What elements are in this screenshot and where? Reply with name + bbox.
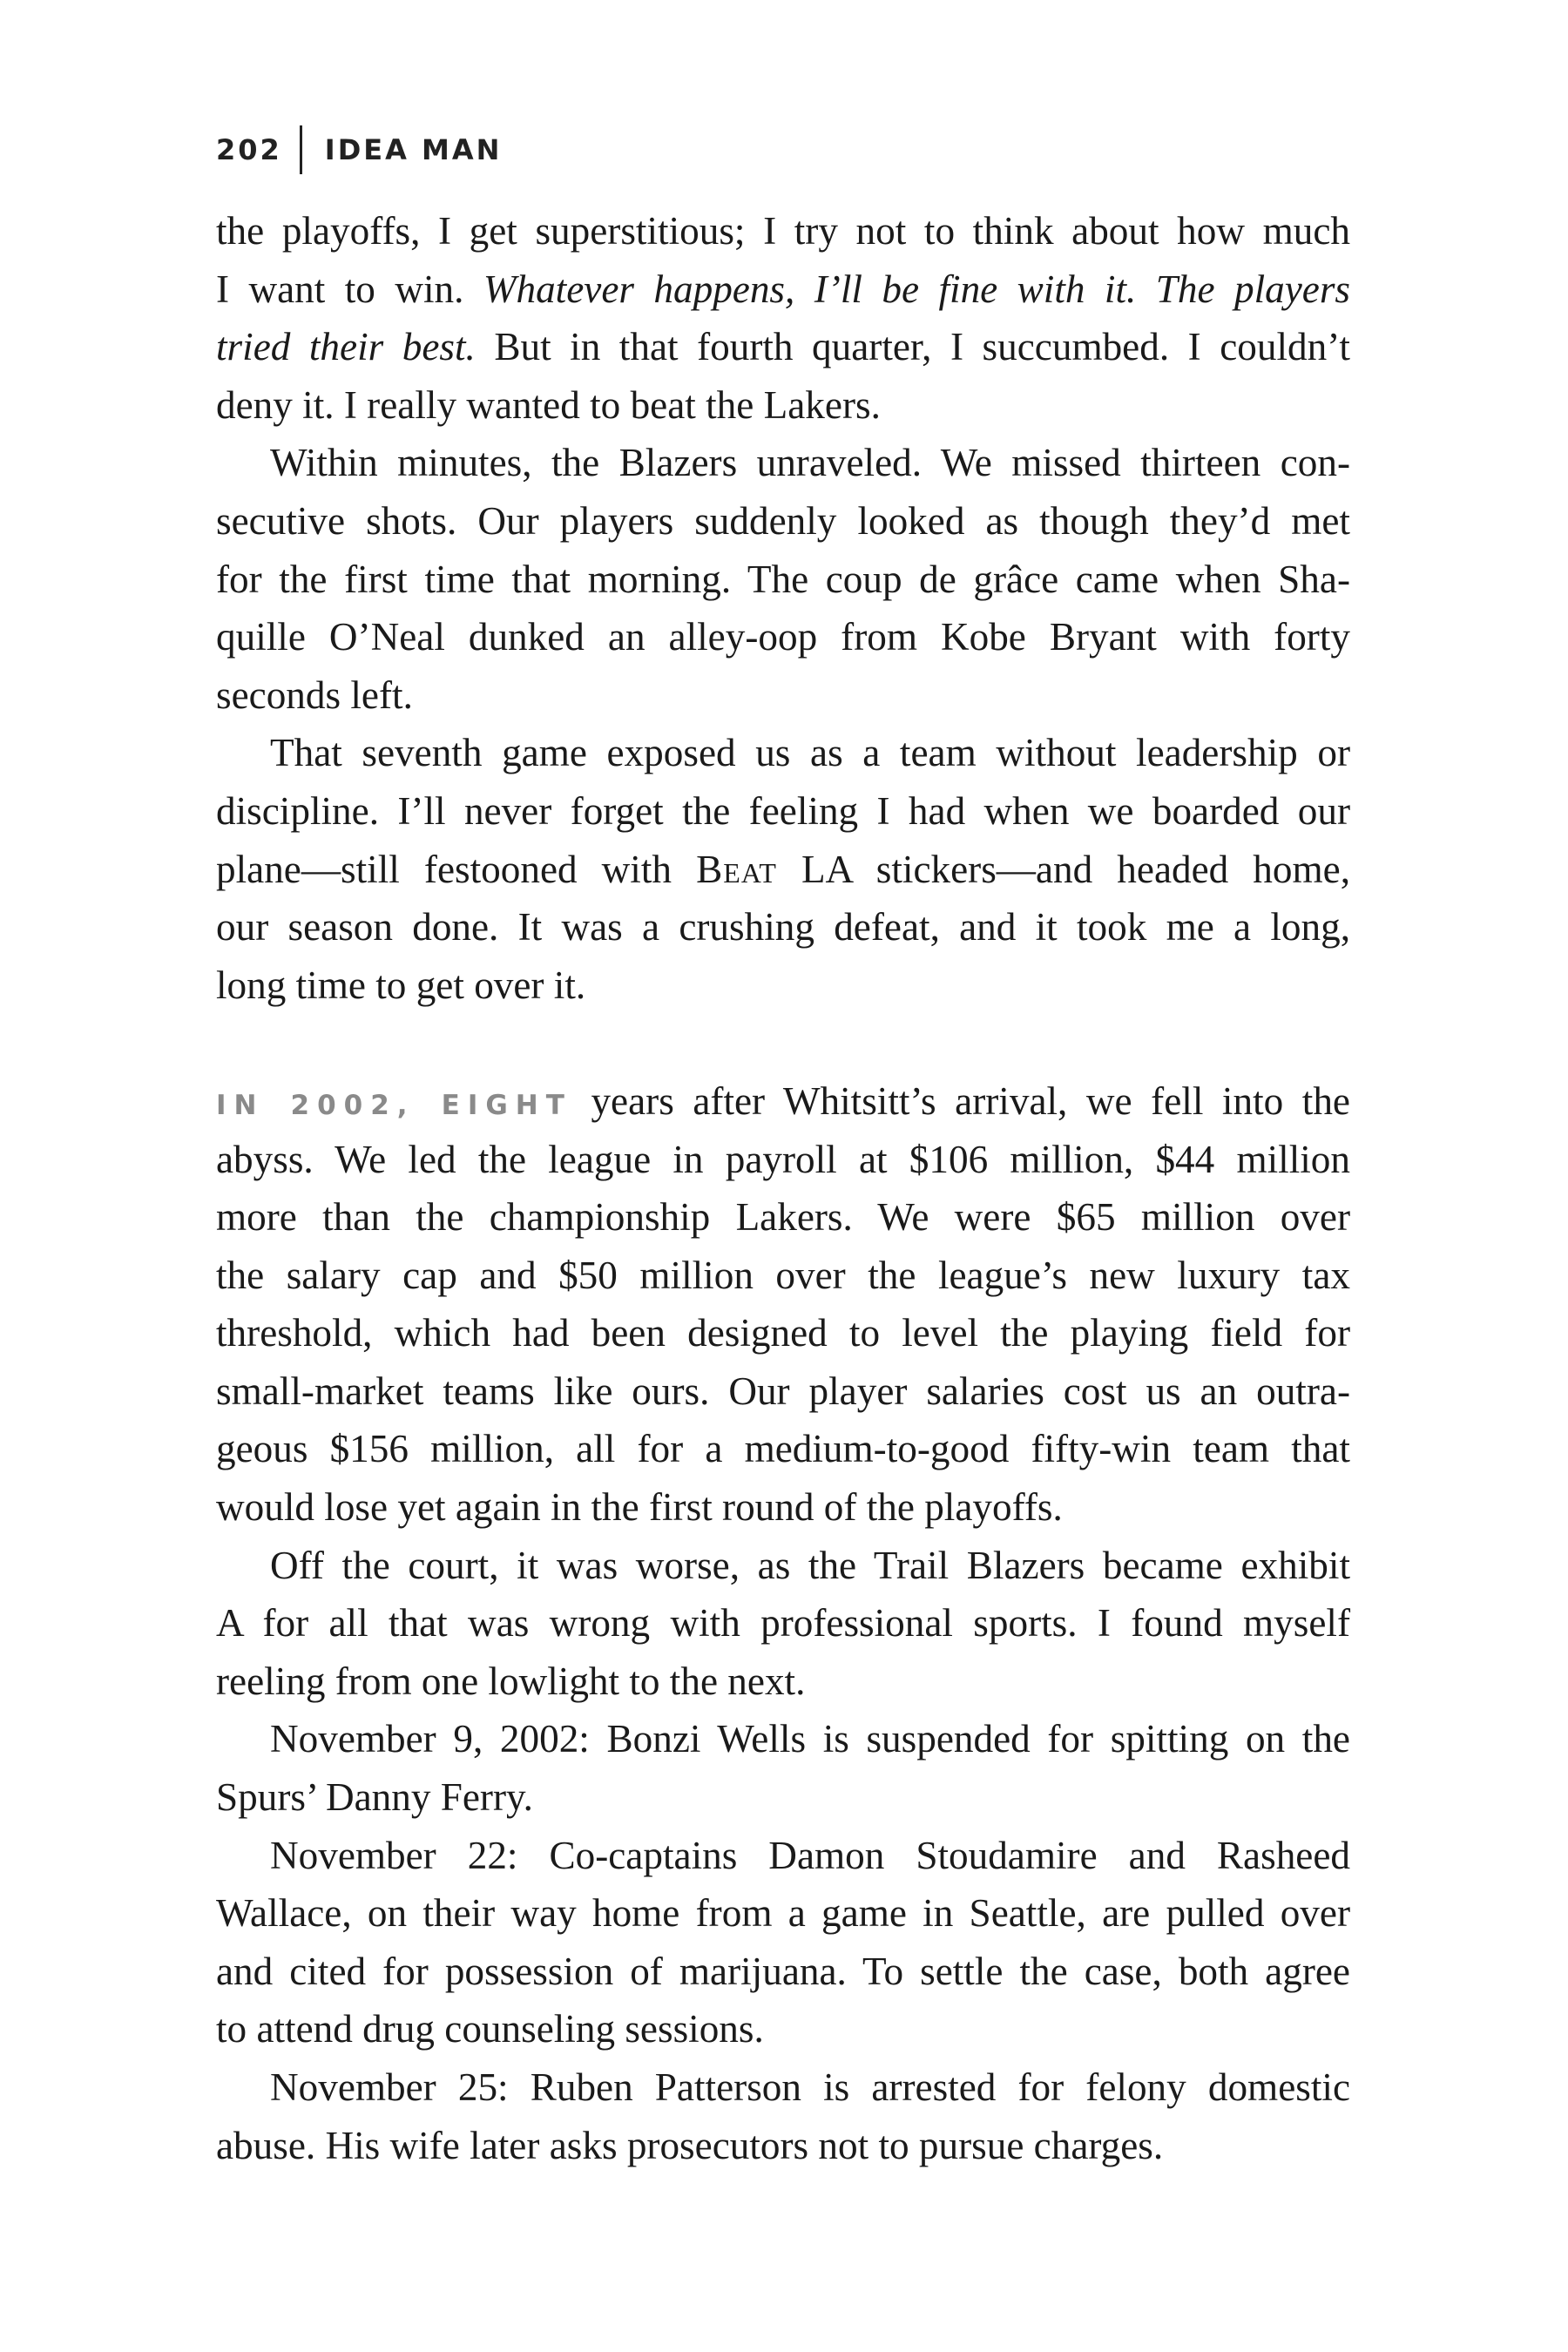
book-title: IDEA MAN	[324, 133, 503, 166]
italic-thought: Whatever happens, I’ll be fine with it. The players	[483, 267, 1350, 311]
paragraph-4	[216, 1072, 1350, 1537]
paragraph-3	[216, 724, 1350, 1014]
text-line: deny it. I really wanted to beat the Lakers.	[216, 382, 881, 427]
text-line: would lose yet again in the first round of the playoffs.	[216, 1485, 1063, 1530]
text-line: more than the championship Lakers. We were $65 million over	[216, 1195, 1350, 1240]
text-line: to attend drug counseling sessions.	[216, 2007, 764, 2051]
text-line: threshold, which had been designed to level the playing field for	[216, 1311, 1350, 1355]
italic-thought: tried their best.	[216, 325, 476, 369]
text-line: and cited for possession of marijuana. To settle the case, both agree	[216, 1949, 1350, 1993]
header-divider	[300, 125, 302, 174]
text-line: I want to win. Whatever happens, I’ll be fine with it. The players	[216, 267, 1350, 311]
text-line: secutive shots. Our players suddenly looked as though they’d met	[216, 498, 1350, 543]
text-line: Off the court, it was worse, as the Trail Blazers became exhibit	[270, 1543, 1350, 1587]
body-text	[216, 202, 1350, 2174]
text-line: the salary cap and $50 million over the league’s new luxury tax	[216, 1253, 1350, 1297]
text-line: abyss. We led the league in payroll at $106 million, $44 million	[216, 1137, 1350, 1181]
text-line: long time to get over it.	[216, 963, 586, 1007]
paragraph-8	[216, 2058, 1350, 2174]
text-line: A for all that was wrong with professional sports. I found myself	[216, 1601, 1350, 1646]
text-line: for the first time that morning. The coup de grâce came when Sha-	[216, 557, 1350, 601]
text-line: our season done. It was a crushing defeat, and it took me a long,	[216, 905, 1350, 950]
text-line: reeling from one lowlight to the next.	[216, 1659, 806, 1703]
text-line: seconds left.	[216, 672, 413, 717]
text-line: Wallace, on their way home from a game in Seattle, are pulled over	[216, 1891, 1350, 1936]
text-line: geous $156 million, all for a medium-to-good fifty-win team that	[216, 1427, 1350, 1471]
text-line: November 9, 2002: Bonzi Wells is suspended for spitting on the	[270, 1717, 1350, 1761]
section-lead-in: IN 2002, EIGHT	[216, 1089, 572, 1121]
small-caps-text: Beat	[696, 847, 777, 891]
section-break	[216, 1014, 1350, 1072]
text-line: Spurs’ Danny Ferry.	[216, 1775, 533, 1820]
paragraph-6	[216, 1710, 1350, 1826]
text-line: small-market teams like ours. Our player salaries cost us an outra-	[216, 1369, 1350, 1413]
text-line: the playoffs, I get superstitious; I try not to think about how much	[216, 209, 1350, 253]
text-line: Within minutes, the Blazers unraveled. We missed thirteen con-	[270, 441, 1350, 485]
paragraph-7	[216, 1827, 1350, 2058]
text-line: November 25: Ruben Patterson is arrested for felony domestic	[270, 2065, 1350, 2109]
page-number: 202	[216, 133, 282, 166]
text-line: tried their best. But in that fourth quarter, I succumbed. I couldn’t	[216, 325, 1350, 369]
text-line: abuse. His wife later asks prosecutors not to pursue charges.	[216, 2123, 1164, 2167]
text-line: quille O’Neal dunked an alley-oop from Kobe Bryant with forty	[216, 615, 1350, 659]
paragraph-1	[216, 202, 1350, 434]
paragraph-2	[216, 434, 1350, 724]
paragraph-5	[216, 1537, 1350, 1711]
text-line: IN 2002, EIGHT years after Whitsitt’s arrival, we fell into the	[216, 1078, 1350, 1123]
text-line: November 22: Co-captains Damon Stoudamire and Rasheed	[270, 1833, 1350, 1877]
text-line: That seventh game exposed us as a team without leadership or	[270, 731, 1350, 775]
text-line: discipline. I’ll never forget the feeling I had when we boarded our	[216, 788, 1350, 833]
running-head	[216, 129, 502, 171]
text-line: plane—still festooned with Beat LA stickers—and headed home,	[216, 847, 1350, 891]
